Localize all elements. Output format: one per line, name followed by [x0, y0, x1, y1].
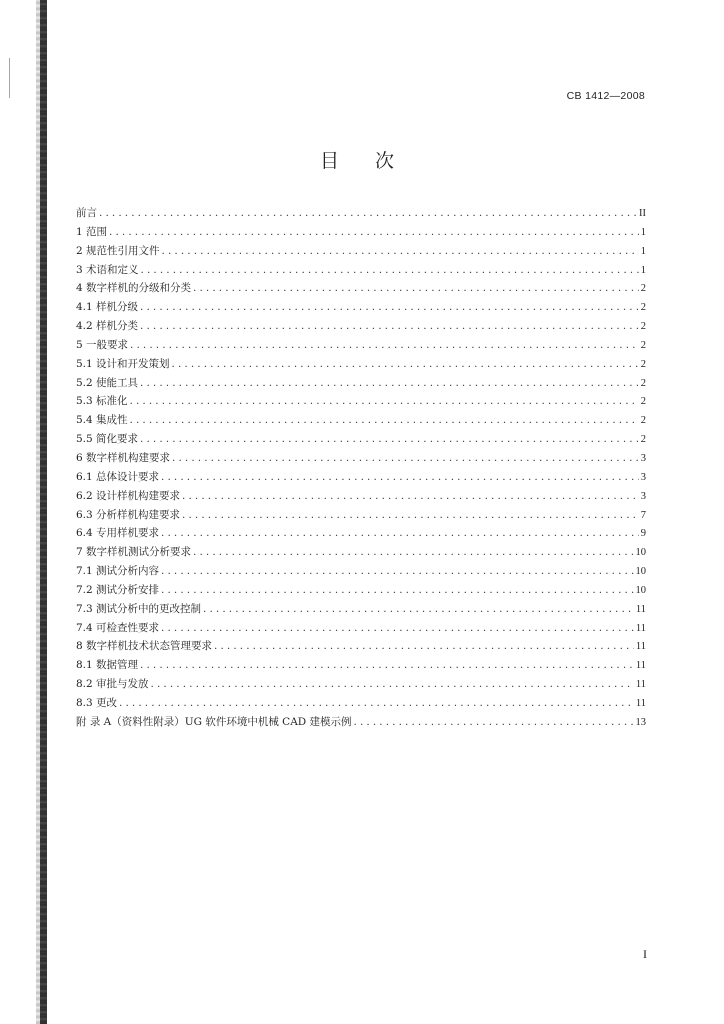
dot-leader	[182, 487, 639, 506]
toc-entry	[76, 600, 646, 619]
dot-leader	[140, 430, 639, 449]
toc-entry-title: 4.2 样机分类	[76, 320, 139, 333]
toc-entry-page: II	[639, 208, 646, 219]
toc-entry-page: 7	[640, 509, 646, 521]
toc-entry-title: 8.1 数据管理	[76, 659, 139, 672]
toc-entry	[76, 298, 646, 317]
toc-entry-page: 11	[635, 622, 646, 634]
toc-entry-title: 1 范围	[76, 225, 108, 238]
dot-leader	[140, 656, 634, 675]
dot-leader	[162, 242, 639, 261]
toc-entry	[76, 317, 646, 336]
toc-entry-title: 3 术语和定义	[76, 263, 139, 276]
table-of-contents	[76, 204, 646, 732]
toc-entry	[76, 242, 646, 261]
toc-entry	[76, 261, 646, 280]
toc-entry-title: 7.2 测试分析安排	[76, 583, 160, 596]
toc-entry-page: 10	[635, 584, 646, 596]
toc-entry-page: 2	[640, 339, 646, 351]
dot-leader	[151, 675, 634, 694]
toc-entry-page: 10	[635, 566, 646, 578]
toc-entry-page: 1	[640, 226, 646, 238]
toc-entry-title: 5.2 使能工具	[76, 376, 139, 389]
toc-entry-page: 2	[640, 434, 646, 446]
dot-leader	[130, 411, 639, 430]
toc-entry-page: 3	[640, 471, 646, 483]
toc-entry-title: 5.1 设计和开发策划	[76, 357, 170, 370]
toc-entry-page: 10	[635, 547, 646, 559]
dot-leader	[182, 506, 639, 525]
toc-entry-title: 6.4 专用样机要求	[76, 527, 160, 540]
toc-entry-page: 11	[635, 660, 646, 672]
toc-entry-page: 11	[635, 641, 646, 653]
toc-entry-page: 1	[640, 245, 646, 257]
dot-leader	[193, 543, 633, 562]
toc-entry	[76, 204, 646, 223]
dot-leader	[119, 694, 634, 713]
toc-entry	[76, 374, 646, 393]
standard-code: CB 1412—2008	[566, 90, 645, 102]
toc-entry-page: 11	[635, 697, 646, 709]
toc-entry-page: 2	[640, 283, 646, 295]
toc-entry	[76, 619, 646, 638]
toc-entry	[76, 279, 646, 298]
dot-leader	[161, 524, 639, 543]
toc-entry-title: 7 数字样机测试分析要求	[76, 546, 192, 559]
toc-entry-page: 2	[640, 415, 646, 427]
toc-entry	[76, 713, 646, 732]
dot-leader	[109, 223, 639, 242]
dot-leader	[130, 392, 639, 411]
dot-leader	[193, 279, 639, 298]
dot-leader	[161, 581, 633, 600]
toc-entry	[76, 487, 646, 506]
dot-leader	[354, 713, 634, 732]
toc-entry-title: 附 录 A（资料性附录）UG 软件环境中机械 CAD 建模示例	[76, 715, 352, 728]
toc-entry-title: 6.1 总体设计要求	[76, 470, 160, 483]
toc-entry-title: 4.1 样机分级	[76, 301, 139, 314]
toc-entry-title: 2 规范性引用文件	[76, 244, 160, 257]
toc-entry	[76, 562, 646, 581]
toc-entry	[76, 543, 646, 562]
toc-entry-title: 8.2 审批与发放	[76, 678, 149, 691]
toc-entry-title: 4 数字样机的分级和分类	[76, 282, 192, 295]
toc-entry-page: 3	[640, 490, 646, 502]
toc-entry-title: 7.4 可检查性要求	[76, 621, 160, 634]
toc-entry-title: 8.3 更改	[76, 696, 118, 709]
toc-entry-page: 2	[640, 358, 646, 370]
toc-entry-page: 2	[640, 377, 646, 389]
toc-entry-page: 3	[640, 452, 646, 464]
dot-leader	[214, 637, 634, 656]
toc-entry-title: 5.4 集成性	[76, 414, 128, 427]
dot-leader	[203, 600, 634, 619]
toc-entry-title: 6.3 分析样机构建要求	[76, 508, 181, 521]
toc-entry-page: 11	[635, 679, 646, 691]
toc-entry-title: 5.5 简化要求	[76, 433, 139, 446]
dot-leader	[172, 355, 639, 374]
dot-leader	[161, 619, 634, 638]
toc-entry	[76, 392, 646, 411]
toc-entry	[76, 656, 646, 675]
toc-entry-page: 1	[640, 264, 646, 276]
dot-leader	[161, 562, 633, 581]
toc-entry	[76, 637, 646, 656]
dot-leader	[172, 449, 639, 468]
toc-entry	[76, 581, 646, 600]
dot-leader	[161, 468, 639, 487]
toc-entry	[76, 449, 646, 468]
dot-leader	[140, 298, 639, 317]
toc-entry-page: 2	[640, 321, 646, 333]
toc-entry	[76, 694, 646, 713]
toc-entry-page: 11	[635, 603, 646, 615]
toc-entry-title: 8 数字样机技术状态管理要求	[76, 640, 213, 653]
toc-entry	[76, 675, 646, 694]
toc-entry-page: 9	[640, 528, 646, 540]
toc-entry	[76, 223, 646, 242]
page-title: 目 次	[319, 150, 405, 172]
dot-leader	[140, 374, 639, 393]
dot-leader	[130, 336, 639, 355]
toc-entry-page: 13	[635, 716, 646, 728]
toc-entry-page: 2	[640, 396, 646, 408]
toc-entry-title: 前言	[76, 207, 97, 219]
scan-mark	[9, 58, 10, 98]
dot-leader	[99, 204, 637, 223]
toc-entry	[76, 524, 646, 543]
toc-entry-title: 5 一般要求	[76, 338, 129, 351]
toc-entry-page: 2	[640, 302, 646, 314]
toc-entry	[76, 336, 646, 355]
page-number: I	[643, 947, 647, 961]
dot-leader	[140, 317, 639, 336]
dot-leader	[141, 261, 639, 280]
toc-entry-title: 6 数字样机构建要求	[76, 451, 171, 464]
toc-entry	[76, 506, 646, 525]
toc-entry-title: 6.2 设计样机构建要求	[76, 489, 181, 502]
toc-entry	[76, 411, 646, 430]
toc-entry-title: 7.3 测试分析中的更改控制	[76, 602, 202, 615]
toc-entry	[76, 355, 646, 374]
toc-entry-title: 5.3 标准化	[76, 395, 128, 408]
toc-entry-title: 7.1 测试分析内容	[76, 565, 160, 578]
toc-entry	[76, 468, 646, 487]
toc-entry	[76, 430, 646, 449]
